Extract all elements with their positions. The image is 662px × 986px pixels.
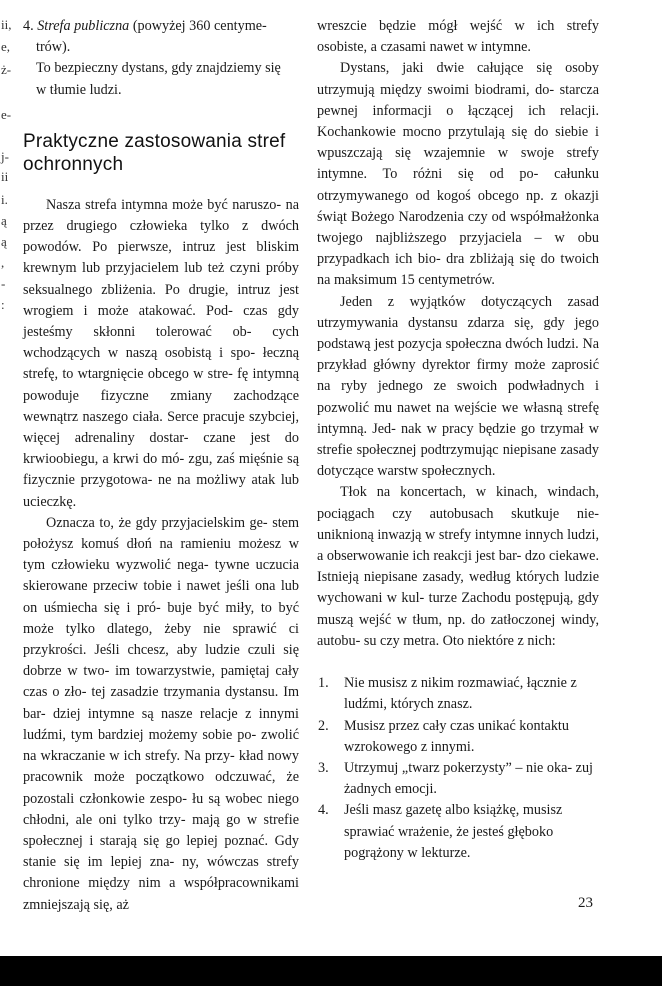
gutter-fragment: i.	[1, 192, 8, 207]
body-paragraph: wreszcie będzie mógł wejść w ich strefy osobiste, a czasami nawet w intymne.	[317, 18, 599, 56]
body-paragraph: Jeden z wyjątków dotyczących zasad utrzymywania dystansu zdarza się, gdy jego podstawą jest pozycja społeczna dwóch ludzi. Na przykład główny dyrektor firmy może zaprosić na ryby jednego ze swoich podwładnych i pozwolić mu nawet na wejście we własną strefę intymną. Jed- nak w pracy będzie go trzymał w strefie społecznej podtrzymując niepisane zasady dotyczące warstw społecznych.	[317, 293, 599, 480]
crowd-rules-list	[317, 673, 599, 864]
list-item-4-continuation: trów).	[36, 39, 71, 56]
gutter-fragment: j-	[1, 149, 9, 164]
section-heading: Praktyczne zastosowania stref ochronnych	[23, 130, 286, 175]
gutter-fragment: ą	[1, 213, 7, 228]
right-column	[317, 16, 599, 864]
list-item: 1. Nie musisz z nikim rozmawiać, łącznie z ludźmi, których znasz.	[318, 675, 577, 713]
gutter-fragment: e,	[1, 39, 11, 54]
gutter-fragment: ,	[1, 255, 5, 270]
body-paragraph: Dystans, jaki dwie całujące się osoby utrzymują między swoimi biodrami, do- starcza pewnej informacji o łączącej ich relacji. Kochankowie mocno przytulają się do siebie i wpuszczają się wzajemnie w swoje strefy intymne. To różni się od po- całunku otrzymywanego od kogoś obcego np. z okazji świąt Bożego Narodzenia czy od współmałżonka twojego najbliższego przyjaciela – w obu przypadkach ich bio- dra zbliżają się do twoich na maksimum 15 centymetrów.	[317, 60, 599, 289]
list-item-4-description: To bezpieczny dystans, gdy znajdziemy się w tłumie ludzi.	[36, 60, 281, 98]
gutter-fragment: ż-	[1, 62, 12, 77]
list-item: 3. Utrzymuj „twarz pokerzysty” – nie oka- zuj żadnych emocji.	[318, 759, 593, 798]
gutter-fragment: -	[1, 276, 6, 291]
gutter-fragment: :	[1, 297, 5, 312]
page-number: 23	[578, 895, 593, 911]
list-item: 4. Jeśli masz gazetę albo książkę, musisz sprawiać wrażenie, że jesteś głęboko pogrążony w lekturze.	[318, 802, 563, 861]
gutter-fragment: ii,	[1, 17, 12, 32]
list-item: 2. Musisz przez cały czas unikać kontaktu wzrokowego z innymi.	[318, 717, 569, 755]
body-paragraph: Tłok na koncertach, w kinach, windach, pociągach czy autobusach skutkuje nie- uniknioną inwazją w strefy intymne innych ludzi, a obserwowanie ich reakcji jest bar- dzo ciekawe. Istnieją niepisane zasady, według których ludzie wychowani w kul- turze Zachodu postępują, gdy muszą wejść w tłum, np. do zatłoczonej windy, autobu- su czy metra. Oto niektóre z nich:	[317, 484, 599, 649]
gutter-fragment: ii	[1, 169, 9, 184]
left-column	[23, 16, 299, 916]
scan-edge-bar	[0, 956, 662, 986]
body-paragraph: Oznacza to, że gdy przyjacielskim ge- stem położysz komuś dłoń na ramieniu możesz w tym człowieku wyzwolić nega- tywne uczucia skierowane przeciw tobie i nawet jeśli ona lub on uśmiecha się i pró- buje być miły, to być może tylko dlatego, żeby nie sprawić ci przykrości. Jeśli chcesz, aby ludzie czuli się dobrze w two- im towarzystwie, pamiętaj cały czas o zło- tej zasadzie trzymania dystansu. Im bar- dziej intymne są nasze relacje z innymi ludźmi, tym bardziej możemy sobie po- zwolić na wkraczanie w ich strefy. Na przy- kład nowy pracownik może początkowo odczuwać, że pozostali członkowie zespo- łu są wobec niego chłodni, ale oni tylko trzy- mają go w strefie społecznej i starają się go lepiej poznać. Gdy stanie się im lepiej zna- ny, wówczas strefy chronione między nim a współpracownikami zmniejszają się, aż	[23, 514, 299, 913]
gutter-fragment: ą	[1, 234, 7, 249]
list-item-4: 4. Strefa publiczna (powyżej 360 centyme-	[23, 18, 267, 34]
list-item-4-title: Strefa publiczna	[37, 18, 130, 34]
body-paragraph: Nasza strefa intymna może być naruszo- na przez drugiego człowieka tylko z dwóch powodów. Po pierwsze, intruz jest bliskim krewnym lub przyjacielem lub też czyni próby seksualnego zbliżenia. Po drugie, intruz jest wrogiem i może atakować. Pod- czas gdy jesteśmy skłonni tolerować ob- cych wchodzących w naszą osobistą i spo- łeczną strefę, to wtargnięcie obcego w stre- fę intymną powoduje fizyczne zmiany zachodzące wewnątrz naszego ciała. Serce pracuje szybciej, więcej adrenaliny dostar- czane jest do krwioobiegu, a krwi do mó- zgu, zaś mięśnie są fizycznie przygotowa- ne na możliwy atak lub ucieczkę.	[23, 196, 299, 510]
gutter-fragment: e-	[1, 107, 12, 122]
